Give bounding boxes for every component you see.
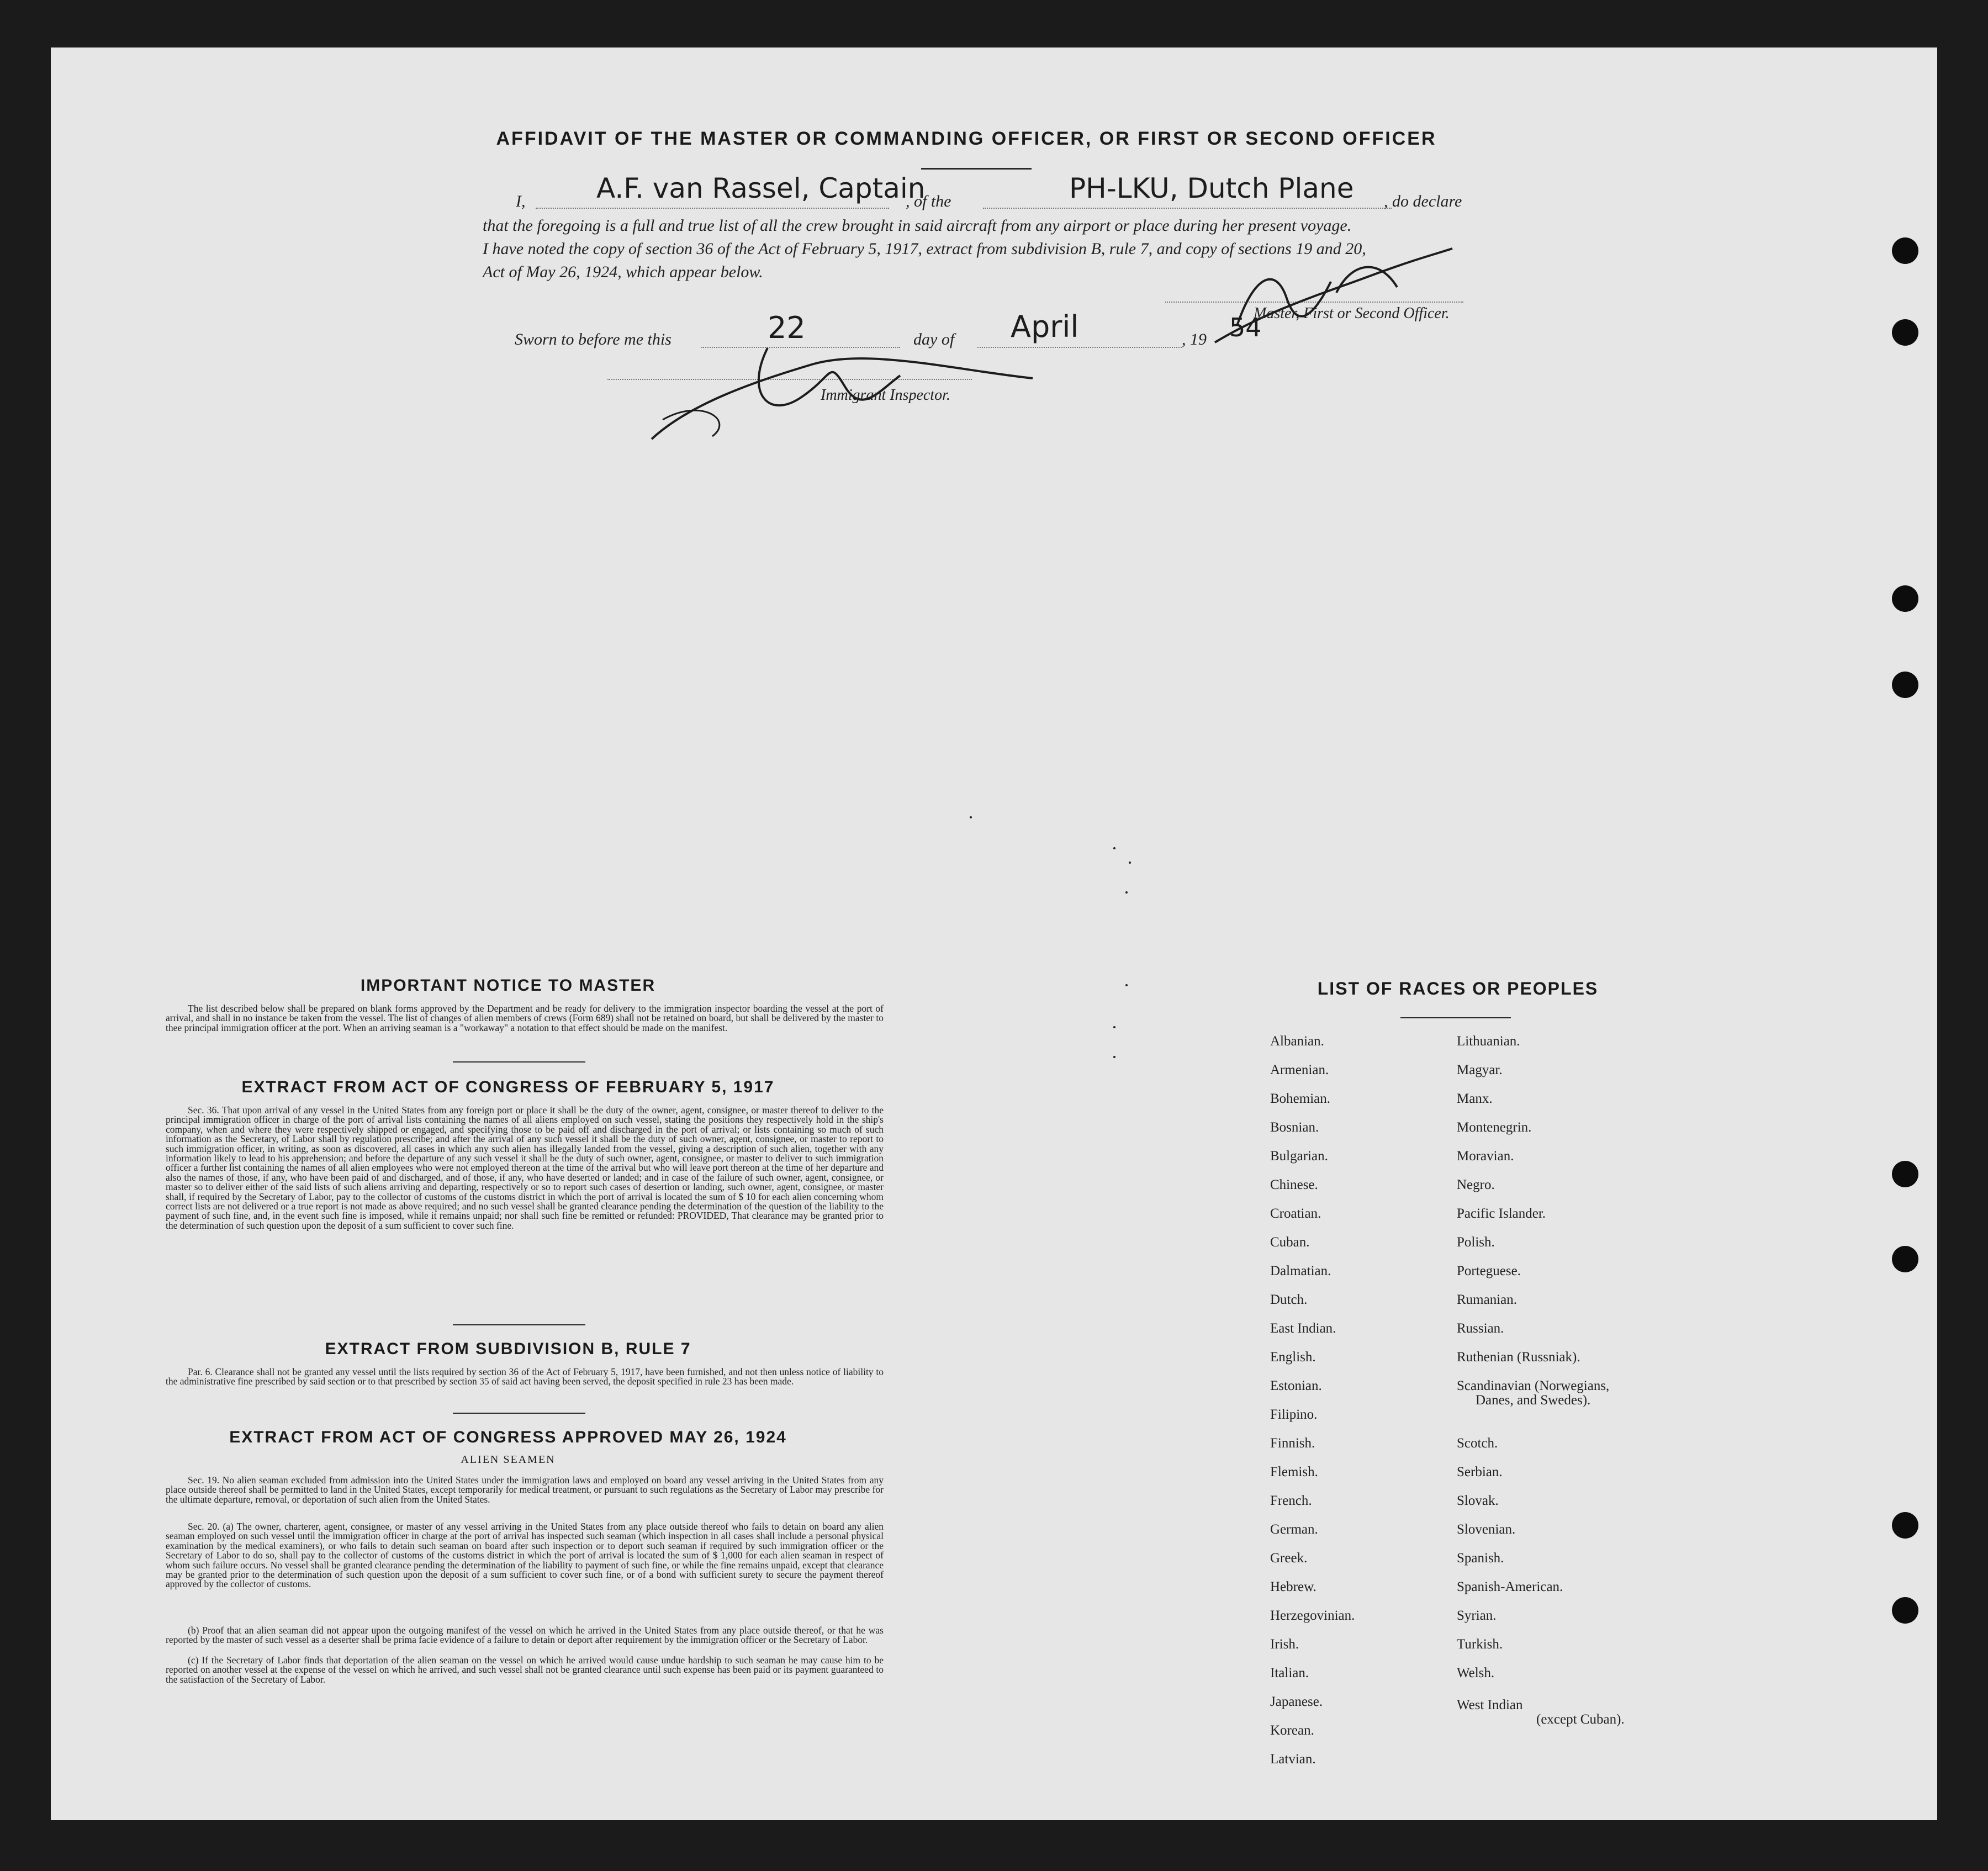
race-item: Herzegovinian. (1270, 1608, 1355, 1623)
punch-hole (1892, 319, 1918, 346)
race-item: Bulgarian. (1270, 1149, 1328, 1164)
race-item: Japanese. (1270, 1694, 1323, 1709)
race-item: Polish. (1457, 1235, 1495, 1250)
race-item: Slovenian. (1457, 1522, 1516, 1537)
speck (1113, 847, 1115, 849)
day-of-label: day of (913, 330, 955, 348)
affidavit-do-declare: , do declare (1384, 192, 1462, 210)
section-rule (453, 1324, 585, 1325)
race-item: Albanian. (1270, 1034, 1324, 1049)
speck (1113, 1026, 1115, 1028)
race-item: Scandinavian (Norwegians, (1457, 1378, 1610, 1393)
race-item: Moravian. (1457, 1149, 1514, 1164)
race-item: Croatian. (1270, 1206, 1321, 1221)
punch-hole (1892, 1161, 1918, 1187)
inspector-caption: Immigrant Inspector. (821, 387, 950, 404)
extract-1917-text: Sec. 36. That upon arrival of any vessel in the United States from any foreign port or place it shall be the duty of the owner, agent, consignee, or master thereof to deliver to the principal immigration officer in charge of the port of arrival lists containing the names of all aliens employed on such vessel, stating the positions they respectively hold in the ship's company, when and where they were respectively shipped or engaged, and specifying those to be paid off and discharged in the port of arrival; or lists containing so much of such information as the Secretary, of Labor shall by regulation prescribe; and after the arrival of any such vessel it shall be the duty of such owner, agent, consignee, or master to report to such immigration officer, in writing, as soon as discovered, all cases in which any such alien has illegally landed from the vessel, giving a description of such alien, together with any information likely to lead to his apprehension; and before the departure of any such vessel it shall be the duty of such owner, agent, consignee, or master to deliver to such immigration officer a further list containing the names of all alien employees who were not employed thereon at the time of the arrival but who will leave port thereon at the time of her departure and also the names of those, if any, who have been paid of and discharged, and of those, if any, who have deserted or landed; and in case of the failure of such owner, agent, consignee, or master so to deliver either of the said lists of such aliens arriving and departing, respectively or so to report such cases of desertion or landing, such owner, agent, consignee, or master shall, if required by the Secretary of Labor, pay to the collector of customs of the customs district in which the port of arrival is located the sum of $ 10 for each alien concerning whom correct lists are not delivered or a true report is not made as above required; and no such vessel shall be granted clearance pending the determination of the question of the liability to the payment of such fine, and, in the event such fine is imposed, while it remains unpaid; nor shall such fine be remitted or refunded: PROVIDED, That clearance may be granted prior to the determination of such question upon the deposit of a sum sufficient to cover such fine. (166, 1104, 884, 1231)
race-item: Welsh. (1457, 1666, 1495, 1680)
race-item: Chinese. (1270, 1177, 1318, 1192)
race-item: Syrian. (1457, 1608, 1497, 1623)
race-item: French. (1270, 1493, 1312, 1508)
race-item: East Indian. (1270, 1321, 1336, 1336)
race-item: Finnish. (1270, 1436, 1315, 1451)
sec-20c-text: (c) If the Secretary of Labor finds that deportation of the alien seaman on the vessel on which he arrived would cause undue hardship to such seaman he may cause him to be reported on another vessel at the expense of the vessel on which he arrived, and such vessel shall not be granted clearance until such expense has been paid or its payment guaranteed to the satisfaction of the Secretary of Labor. (166, 1655, 884, 1685)
name-blank (536, 208, 889, 209)
handwritten-month: April (1011, 309, 1079, 344)
race-item: Turkish. (1457, 1637, 1503, 1652)
race-item: Negro. (1457, 1177, 1495, 1192)
punch-hole (1892, 1597, 1918, 1624)
race-item: Cuban. (1270, 1235, 1310, 1250)
race-item: Magyar. (1457, 1063, 1503, 1077)
sec-20a-text: Sec. 20. (a) The owner, charterer, agent, consignee, or master of any vessel arriving in the United States from any place outside thereof who fails to detain on board any alien seaman employed on such vessel until the immigration officer in charge at the port of arrival has inspected such seaman (which inspection in all cases shall include a personal physical examination by the medical examiners), or who fails to detain such seaman on board after such inspection or to deport such seaman if required by such immigration officer or the Secretary of Labor to do so, shall pay to the collector of customs of the customs district in which the port of arrival is located the sum of $ 1,000 for each alien seaman in respect of whom such failure occurs. No vessel shall be granted clearance pending the determination of the liability to payment of such fine, or while the fine remains unpaid, except that clearance may be granted prior to the determination of such question upon the deposit of a sum sufficient to cover such fine, or of a bond with sufficient surety to secure the payment thereof approved by the collector of customs. (166, 1521, 884, 1590)
officer-caption: Master, First or Second Officer. (1254, 305, 1450, 322)
handwritten-year: 54 (1229, 313, 1262, 342)
alien-seamen-subtitle: ALIEN SEAMEN (461, 1454, 556, 1466)
race-item: Latvian. (1270, 1752, 1316, 1767)
notice-text: The list described below shall be prepared on blank forms approved by the Department and be ready for delivery to the immigration inspector boarding the vessel at the port of arrival, and shall in no instance be taken from the vessel. The list of changes of alien members of crews (Form 689) shall not be retained on board, but shall be delivered by the master to thee principal immigration officer at the port. When an arriving seaman is a "workaway" a notation to that effect should be made on the manifest. (166, 1003, 884, 1033)
extract-rule7-text: Par. 6. Clearance shall not be granted any vessel until the lists required by section 36 of the Act of February 5, 1917, have been furnished, and not then unless notice of liability to the administrative fine prescribed by said section or to that prescribed by section 35 of said act having been served, the deposit specified in rule 23 has been made. (166, 1366, 884, 1387)
race-item: Irish. (1270, 1637, 1299, 1652)
race-item: Ruthenian (Russniak). (1457, 1350, 1580, 1365)
punch-hole (1892, 672, 1918, 698)
race-item: Dutch. (1270, 1292, 1308, 1307)
punch-hole (1892, 585, 1918, 612)
race-item: Rumanian. (1457, 1292, 1518, 1307)
race-item: Flemish. (1270, 1465, 1318, 1479)
race-item: Montenegrin. (1457, 1120, 1532, 1135)
race-item: German. (1270, 1522, 1318, 1537)
race-item: (except Cuban). (1536, 1712, 1625, 1727)
affidavit-of-the: , of the (906, 192, 951, 210)
section-rule (453, 1413, 585, 1414)
sec-19-text: Sec. 19. No alien seaman excluded from admission into the United States under the immigration laws and employed on board any vessel arriving in the United States from any place outside thereof shall be permitted to land in the United States, except temporarily for medical treatment, or pursuant to such regulations as the Secretary of Labor may prescribe for the ultimate departure, removal, or deportation of such alien from the United States. (166, 1474, 884, 1505)
race-item: Russian. (1457, 1321, 1504, 1336)
sec-20b-text: (b) Proof that an alien seaman did not appear upon the outgoing manifest of the vessel on which he arrived in the United States from any place outside thereof, or that he was reported by the master of such vessel as a deserter shall be prima facie evidence of a failure to detain or deport after requirement by the immigration officer or the Secretary of Labor. (166, 1625, 884, 1646)
speck (1125, 984, 1128, 986)
extract-1924-title: EXTRACT FROM ACT OF CONGRESS APPROVED MAY 26, 1924 (229, 1428, 787, 1446)
race-item: Filipino. (1270, 1407, 1318, 1422)
race-item: Scotch. (1457, 1436, 1498, 1451)
race-item: Hebrew. (1270, 1579, 1316, 1594)
race-item: Dalmatian. (1270, 1264, 1331, 1278)
notice-title: IMPORTANT NOTICE TO MASTER (360, 976, 656, 995)
race-item: Slovak. (1457, 1493, 1499, 1508)
race-item: Greek. (1270, 1551, 1308, 1566)
race-item: Korean. (1270, 1723, 1314, 1738)
races-title: LIST OF RACES OR PEOPLES (1317, 979, 1599, 998)
race-item: Pacific Islander. (1457, 1206, 1546, 1221)
handwritten-vessel: PH-LKU, Dutch Plane (1069, 172, 1354, 204)
section-rule (453, 1061, 585, 1063)
race-item: Bohemian. (1270, 1091, 1331, 1106)
race-item: Serbian. (1457, 1465, 1503, 1479)
race-item: Lithuanian. (1457, 1034, 1520, 1049)
race-item: Spanish. (1457, 1551, 1504, 1566)
races-title-rule (1400, 1017, 1511, 1018)
speck (1129, 861, 1131, 864)
race-item: Armenian. (1270, 1063, 1329, 1077)
affidavit-title: AFFIDAVIT OF THE MASTER OR COMMANDING OFFICER, OR FIRST OR SECOND OFFICER (496, 128, 1437, 149)
vessel-blank (983, 208, 1392, 209)
speck (1113, 1056, 1115, 1058)
affidavit-line-3: I have noted the copy of section 36 of the Act of February 5, 1917, extract from subdivision B, rule 7, and copy of sections 19 and 20, (483, 240, 1366, 258)
punch-hole (1892, 1512, 1918, 1539)
race-item: Italian. (1270, 1666, 1309, 1680)
handwritten-officer-name: A.F. van Rassel, Captain (596, 172, 926, 204)
year-prefix-label: , 19 (1182, 330, 1207, 348)
affidavit-line-2: that the foregoing is a full and true list of all the crew brought in said aircraft from any airport or place during her present voyage. (483, 216, 1352, 235)
handwritten-day: 22 (768, 310, 806, 345)
race-item: West Indian (1457, 1698, 1523, 1713)
race-item: Danes, and Swedes). (1476, 1393, 1591, 1408)
extract-1917-title: EXTRACT FROM ACT OF CONGRESS OF FEBRUARY 5, 1917 (241, 1078, 775, 1096)
title-rule (921, 168, 1032, 170)
race-item: Estonian. (1270, 1378, 1322, 1393)
race-item: Manx. (1457, 1091, 1493, 1106)
extract-rule7-title: EXTRACT FROM SUBDIVISION B, RULE 7 (325, 1340, 691, 1358)
affidavit-i-label: I, (516, 192, 526, 210)
punch-hole (1892, 237, 1918, 264)
race-item: English. (1270, 1350, 1316, 1365)
race-item: Bosnian. (1270, 1120, 1319, 1135)
speck (1125, 891, 1128, 894)
sworn-label: Sworn to before me this (515, 330, 672, 348)
race-item: Porteguese. (1457, 1264, 1521, 1278)
affidavit-line-4: Act of May 26, 1924, which appear below. (483, 263, 763, 281)
punch-hole (1892, 1246, 1918, 1272)
speck (970, 816, 972, 818)
race-item: Spanish-American. (1457, 1579, 1563, 1594)
